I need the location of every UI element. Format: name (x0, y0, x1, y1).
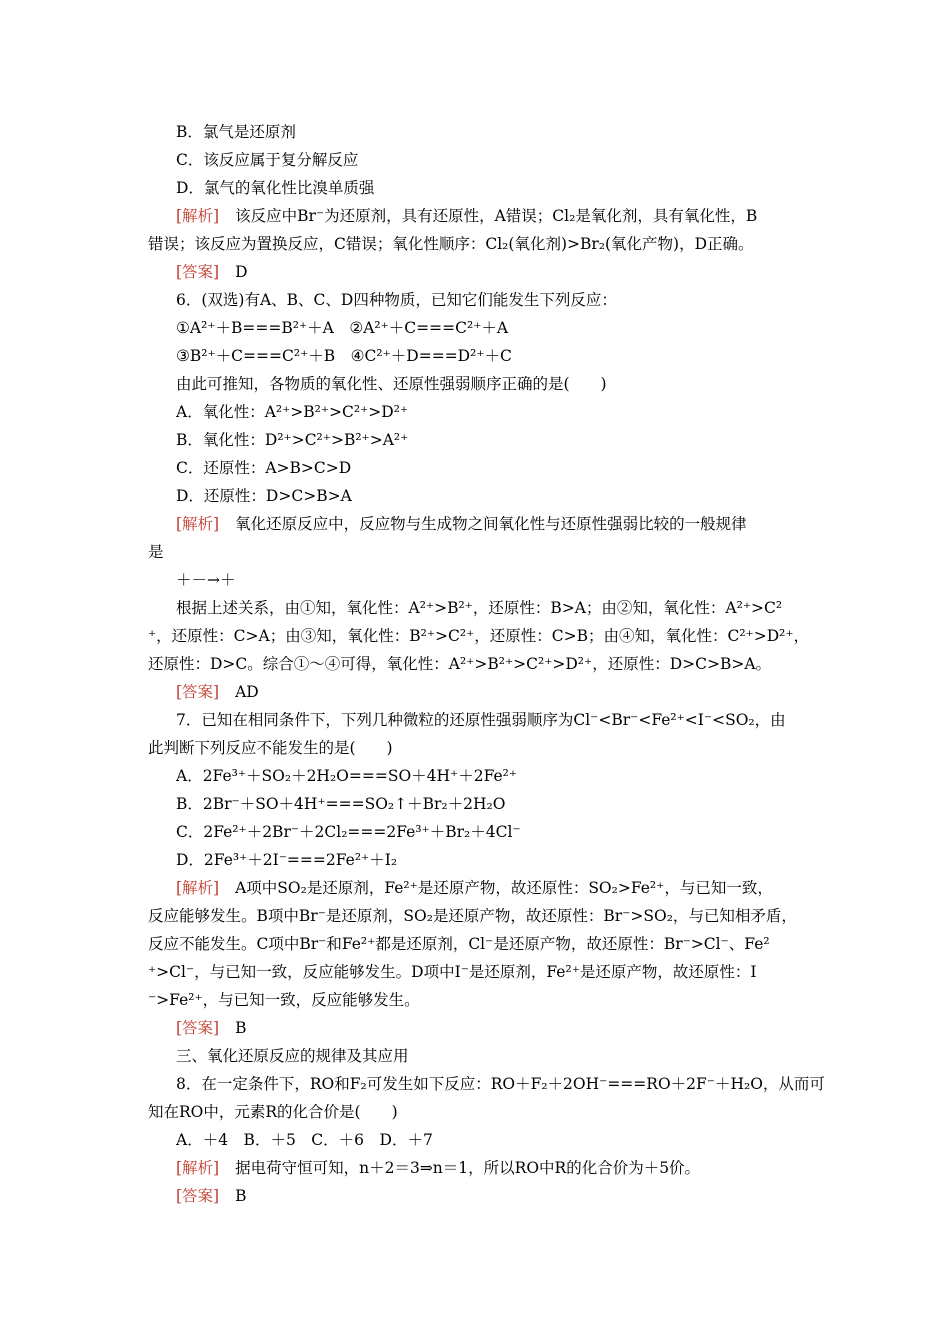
answer-q6: [答案] AD (176, 683, 259, 701)
analysis-q7-line5: ⁻>Fe²⁺，与已知一致，反应能够发生。 (148, 991, 420, 1009)
question-6: 6．(双选)有A、B、C、D四种物质，已知它们能发生下列反应： (176, 291, 617, 309)
analysis-q6-line3: 根据上述关系，由①知，氧化性：A²⁺>B²⁺，还原性：B>A；由②知，氧化性：A²⁺>C² (176, 599, 783, 617)
question-8-line1: 8．在一定条件下，RO和F₂可发生如下反应：RO＋F₂＋2OH⁻===RO＋2F⁻＋H₂O，从而可 (176, 1075, 825, 1093)
option-c-q6: C．还原性：A>B>C>D (176, 459, 352, 477)
analysis-q6-line4: ⁺，还原性：C>A；由③知，氧化性：B²⁺>C²⁺，还原性：C>B；由④知，氧化性：C²⁺>D²⁺， (148, 627, 810, 645)
analysis-tag: [解析] (176, 207, 220, 225)
answer-q7: [答案] B (176, 1019, 247, 1037)
analysis-q8: [解析] 据电荷守恒可知，n＋2＝3⇒n＝1，所以RO中R的化合价为＋5价。 (176, 1159, 701, 1177)
question-8-line2: 知在RO中，元素R的化合价是( ) (148, 1103, 398, 1121)
answer-tag: [答案] (176, 263, 220, 281)
question-7-line1: 7．已知在相同条件下，下列几种微粒的还原性强弱顺序为Cl⁻<Br⁻<Fe²⁺<I⁻<SO₂，由 (176, 711, 786, 729)
section-heading: 三、氧化还原反应的规律及其应用 (176, 1047, 409, 1065)
option-a-q6: A．氧化性：A²⁺>B²⁺>C²⁺>D²⁺ (176, 403, 409, 421)
analysis-tag: [解析] (176, 1159, 220, 1177)
answer-q5: [答案] D (176, 263, 248, 281)
analysis-q7-line3: 反应不能发生。C项中Br⁻和Fe²⁺都是还原剂，Cl⁻是还原产物，故还原性：Br⁻>Cl⁻、Fe² (148, 935, 770, 953)
answer-tag: [答案] (176, 1019, 220, 1037)
q6-stem: 由此可推知，各物质的氧化性、还原性强弱顺序正确的是( ) (176, 375, 607, 393)
analysis-q6-line1: [解析] 氧化还原反应中，反应物与生成物之间氧化性与还原性强弱比较的一般规律 (176, 515, 747, 533)
option-c-q7: C．2Fe²⁺＋2Br⁻＋2Cl₂===2Fe³⁺＋Br₂＋4Cl⁻ (176, 823, 521, 841)
answer-tag: [答案] (176, 1187, 220, 1205)
option-a-q7: A．2Fe³⁺＋SO₂＋2H₂O===SO＋4H⁺＋2Fe²⁺ (176, 767, 518, 785)
analysis-q7-line4: ⁺>Cl⁻，与已知一致，反应能够发生。D项中I⁻是还原剂，Fe²⁺是还原产物，故还原性：I (148, 963, 757, 981)
q8-options: A．＋4 B．＋5 C．＋6 D．＋7 (176, 1131, 433, 1149)
q6-reactions-2: ③B²⁺＋C===C²⁺＋B ④C²⁺＋D===D²⁺＋C (176, 347, 512, 365)
option-b-q6: B．氧化性：D²⁺>C²⁺>B²⁺>A²⁺ (176, 431, 409, 449)
answer-q8: [答案] B (176, 1187, 247, 1205)
option-b-q7: B．2Br⁻＋SO＋4H⁺===SO₂↑＋Br₂＋2H₂O (176, 795, 506, 813)
analysis-q6-line2: 是 (148, 543, 164, 561)
analysis-q5-line1: [解析] 该反应中Br⁻为还原剂，具有还原性，A错误；Cl₂是氧化剂，具有氧化性，B (176, 207, 758, 225)
option-d-q5: D．氯气的氧化性比溴单质强 (176, 179, 375, 197)
analysis-q7-line2: 反应能够发生。B项中Br⁻是还原剂，SO₂是还原产物，故还原性：Br⁻>SO₂，与已知相矛盾， (148, 907, 797, 925)
analysis-q5-line2: 错误；该反应为置换反应，C错误；氧化性顺序：Cl₂(氧化剂)>Br₂(氧化产物)，D正确。 (148, 235, 754, 253)
analysis-tag: [解析] (176, 515, 220, 533)
analysis-q7-line1: [解析] A项中SO₂是还原剂，Fe²⁺是还原产物，故还原性：SO₂>Fe²⁺，与已知一致， (176, 879, 773, 897)
option-b-q5: B．氯气是还原剂 (176, 123, 296, 141)
option-c-q5: C．该反应属于复分解反应 (176, 151, 359, 169)
analysis-q6-line5: 还原性：D>C。综合①～④可得，氧化性：A²⁺>B²⁺>C²⁺>D²⁺，还原性：D>C>B>A。 (148, 655, 772, 673)
option-d-q7: D．2Fe³⁺＋2I⁻===2Fe²⁺＋I₂ (176, 851, 398, 869)
option-d-q6: D．还原性：D>C>B>A (176, 487, 352, 505)
analysis-q6-rule: ＋－→＋ (176, 571, 236, 589)
question-7-line2: 此判断下列反应不能发生的是( ) (148, 739, 393, 757)
q6-reactions-1: ①A²⁺＋B===B²⁺＋A ②A²⁺＋C===C²⁺＋A (176, 319, 509, 337)
answer-tag: [答案] (176, 683, 220, 701)
analysis-tag: [解析] (176, 879, 220, 897)
